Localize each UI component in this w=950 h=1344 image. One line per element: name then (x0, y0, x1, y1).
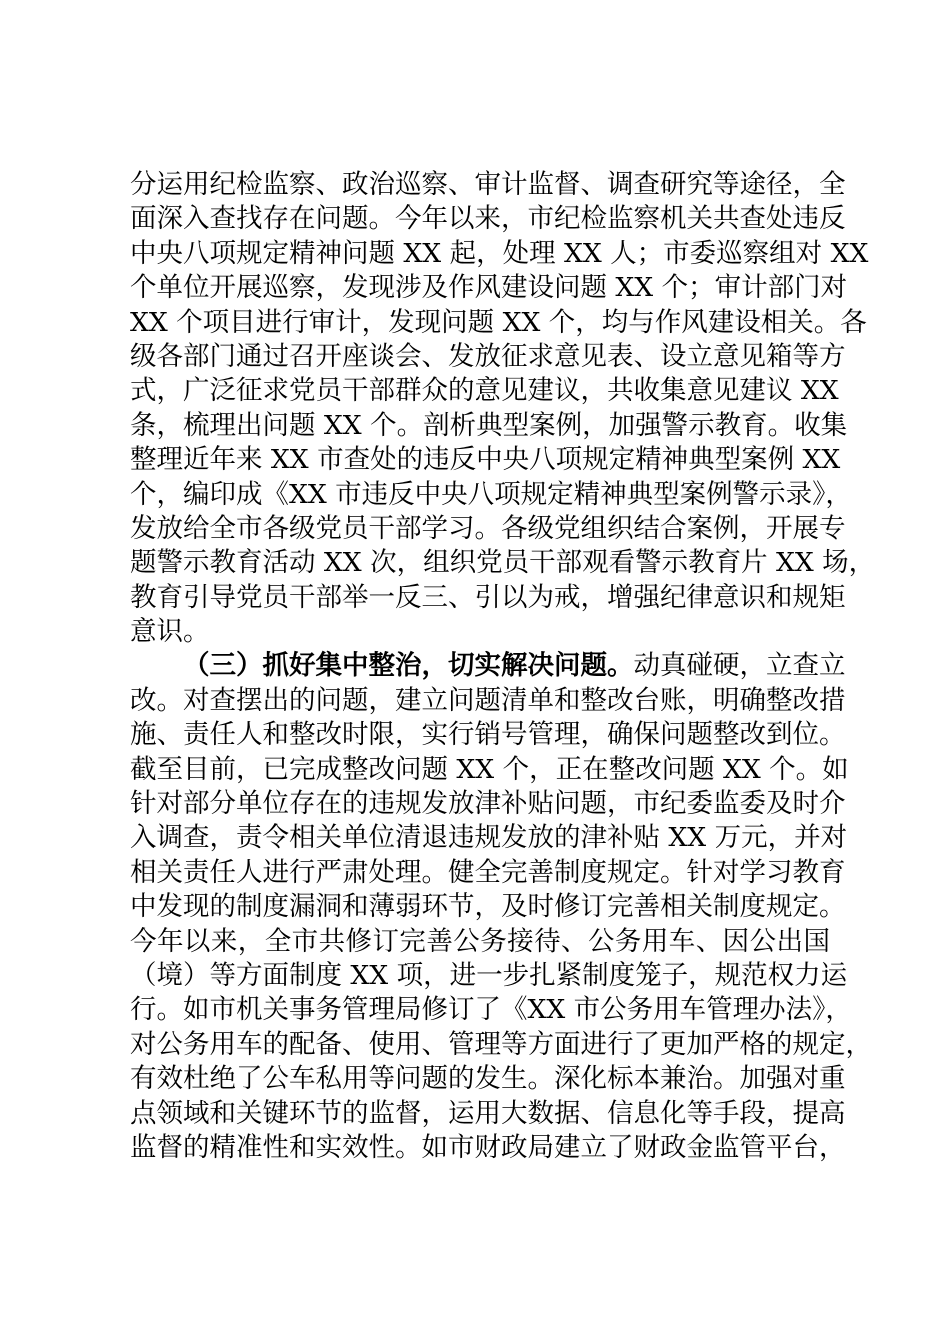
text-line: 入调查，责令相关单位清退违规发放的津补贴 XX 万元，并对 (130, 822, 848, 854)
paragraph-2 (130, 649, 872, 1165)
text-line: 针对部分单位存在的违规发放津补贴问题，市纪委监委及时介 (130, 788, 846, 820)
text-line: 条，梳理出问题 XX 个。剖析典型案例，加强警示教育。收集 (130, 409, 848, 441)
text-line: 教育引导党员干部举一反三、引以为戒，增强纪律意识和规矩 (130, 581, 846, 613)
text-line: 式，广泛征求党员干部群众的意见建议，共收集意见建议 XX (130, 375, 839, 407)
text-line: 题警示教育活动 XX 次，组织党员干部观看警示教育片 XX 场， (130, 547, 876, 579)
text-line: 中发现的制度漏洞和薄弱环节，及时修订完善相关制度规定。 (130, 891, 846, 923)
section-heading: （三）抓好集中整治，切实解决问题。 (183, 650, 634, 682)
paragraph-1 (130, 168, 876, 649)
text-line: 相关责任人进行严肃处理。健全完善制度规定。针对学习教育 (130, 856, 846, 888)
text-line: 有效杜绝了公车私用等问题的发生。深化标本兼治。加强对重 (130, 1063, 846, 1095)
text-line: 个，编印成《XX 市违反中央八项规定精神典型案例警示录》， (130, 478, 852, 510)
heading-line-rest: 动真碰硬，立查立 (633, 650, 846, 682)
section-heading-line (130, 649, 846, 683)
text-line: 级各部门通过召开座谈会、发放征求意见表、设立意见箱等方 (130, 340, 846, 372)
text-line: XX 个项目进行审计，发现问题 XX 个，均与作风建设相关。各 (130, 306, 867, 338)
text-line: 改。对查摆出的问题，建立问题清单和整改台账，明确整改措 (130, 684, 846, 716)
text-line: 行。如市机关事务管理局修订了《XX 市公务用车管理办法》， (130, 994, 852, 1026)
text-line: 监督的精准性和实效性。如市财政局建立了财政金监管平台， (130, 1131, 846, 1163)
text-line: 中央八项规定精神问题 XX 起，处理 XX 人；市委巡察组对 XX (130, 237, 869, 269)
document-body (130, 168, 876, 1165)
text-line: 整理近年来 XX 市查处的违反中央八项规定精神典型案例 XX (130, 444, 841, 476)
text-line: 施、责任人和整改时限，实行销号管理，确保问题整改到位。 (130, 719, 846, 751)
text-line: 意识。 (130, 616, 210, 648)
text-line: 点领域和关键环节的监督，运用大数据、信息化等手段，提高 (130, 1097, 846, 1129)
text-line: 截至目前，已完成整改问题 XX 个，正在整改问题 XX 个。如 (130, 753, 849, 785)
text-line: 对公务用车的配备、使用、管理等方面进行了更加严格的规定， (130, 1028, 872, 1060)
text-line: 面深入查找存在问题。今年以来，市纪检监察机关共查处违反 (130, 203, 846, 235)
text-line: 发放给全市各级党员干部学习。各级党组织结合案例，开展专 (130, 512, 846, 544)
text-line: 分运用纪检监察、政治巡察、审计监督、调查研究等途径，全 (130, 169, 846, 200)
text-line: 个单位开展巡察，发现涉及作风建设问题 XX 个；审计部门对 (130, 272, 848, 304)
text-line: （境）等方面制度 XX 项，进一步扎紧制度笼子，规范权力运 (130, 959, 848, 991)
text-line: 今年以来，全市共修订完善公务接待、公务用车、因公出国 (130, 925, 830, 957)
